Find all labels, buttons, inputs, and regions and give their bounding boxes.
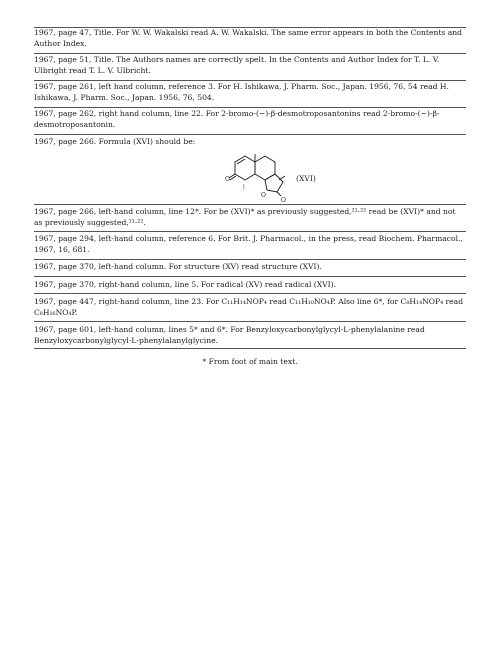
errata-text: 1967, page 294, left-hand column, reference 6. For Brit. J. Pharmacol., in the press, read Biochem. Pharmacol., 1967, 16, 681. <box>34 234 463 254</box>
errata-entry-page-447 <box>34 297 466 318</box>
errata-text: 1967, page 601, left-hand column, lines 5* and 6*. For Benzyloxycarbonylglycyl-L-phenylalanine read Benzyloxycarbonylglycyl-L-phenylalanylglycine. <box>34 325 425 345</box>
errata-text: 1967, page 261, left hand column, reference 3. For H. Ishikawa, J. Pharm. Soc., Japan. 1956, 76, 54 read H. Ishikawa, J. Pharm. Soc., Japan. 1956, 76, 504. <box>34 82 449 102</box>
errata-entry-page-266-line12 <box>34 207 466 228</box>
divider <box>34 107 466 108</box>
divider <box>34 321 466 322</box>
errata-entry-page-261 <box>34 82 466 103</box>
formula-label: (XVI) <box>296 174 316 183</box>
errata-entry-page-47 <box>34 28 466 49</box>
errata-entry-page-370-left <box>34 262 466 273</box>
divider <box>34 293 466 294</box>
svg-text:O: O <box>225 176 230 183</box>
structural-formula-xvi <box>205 150 345 210</box>
divider <box>34 134 466 135</box>
divider <box>34 80 466 81</box>
svg-text:|: | <box>243 184 245 190</box>
errata-entry-page-294 <box>34 234 466 255</box>
errata-text: 1967, page 266, left-hand column, line 12*. For be (XVI)* as previously suggested,²¹·²² read be (XVI)* and not as previously suggested,²¹·²². <box>34 207 456 227</box>
divider <box>34 276 466 277</box>
divider <box>34 204 466 205</box>
errata-text: 1967, page 447, right-hand column, line 23. For C₁₁H₁₄NOP₄ read C₁₁H₁₀NO₄P. Also line 6*, for C₈H₁₄NOP₄ read C₈H₁₆NO₄P. <box>34 297 464 317</box>
divider <box>34 231 466 232</box>
errata-text: 1967, page 370, left-hand column. For structure (XV) read structure (XVI). <box>34 262 322 271</box>
divider <box>34 348 466 349</box>
footnote: * From foot of main text. <box>202 357 298 366</box>
svg-text:O: O <box>281 197 286 204</box>
divider <box>34 259 466 260</box>
errata-entry-page-601 <box>34 325 466 346</box>
errata-text: 1967, page 47, Title. For W. W. Wakalski read A. W. Wakalski. The same error appears in both the Contents and Author Index. <box>34 28 462 48</box>
errata-text: 1967, page 266. Formula (XVI) should be: <box>34 137 196 146</box>
errata-entry-page-266-formula <box>34 137 466 148</box>
divider <box>34 53 466 54</box>
errata-text: 1967, page 370, right-hand column, line 5. For radical (XV) read radical (XVI). <box>34 280 337 289</box>
errata-entry-page-370-right <box>34 280 466 291</box>
errata-entry-page-262 <box>34 109 466 130</box>
errata-entry-page-51 <box>34 55 466 76</box>
svg-text:O: O <box>261 192 266 199</box>
errata-text: 1967, page 51, Title. The Authors names are correctly spelt. In the Contents and Author Index for T. L. V. Ulbright read T. L. V. Ulbricht. <box>34 55 440 75</box>
errata-text: 1967, page 262, right hand column, line 22. For 2-bromo-(−)-β-desmotroposantonins read 2-bromo-(−)-β-desmotroposantonin. <box>34 109 440 129</box>
